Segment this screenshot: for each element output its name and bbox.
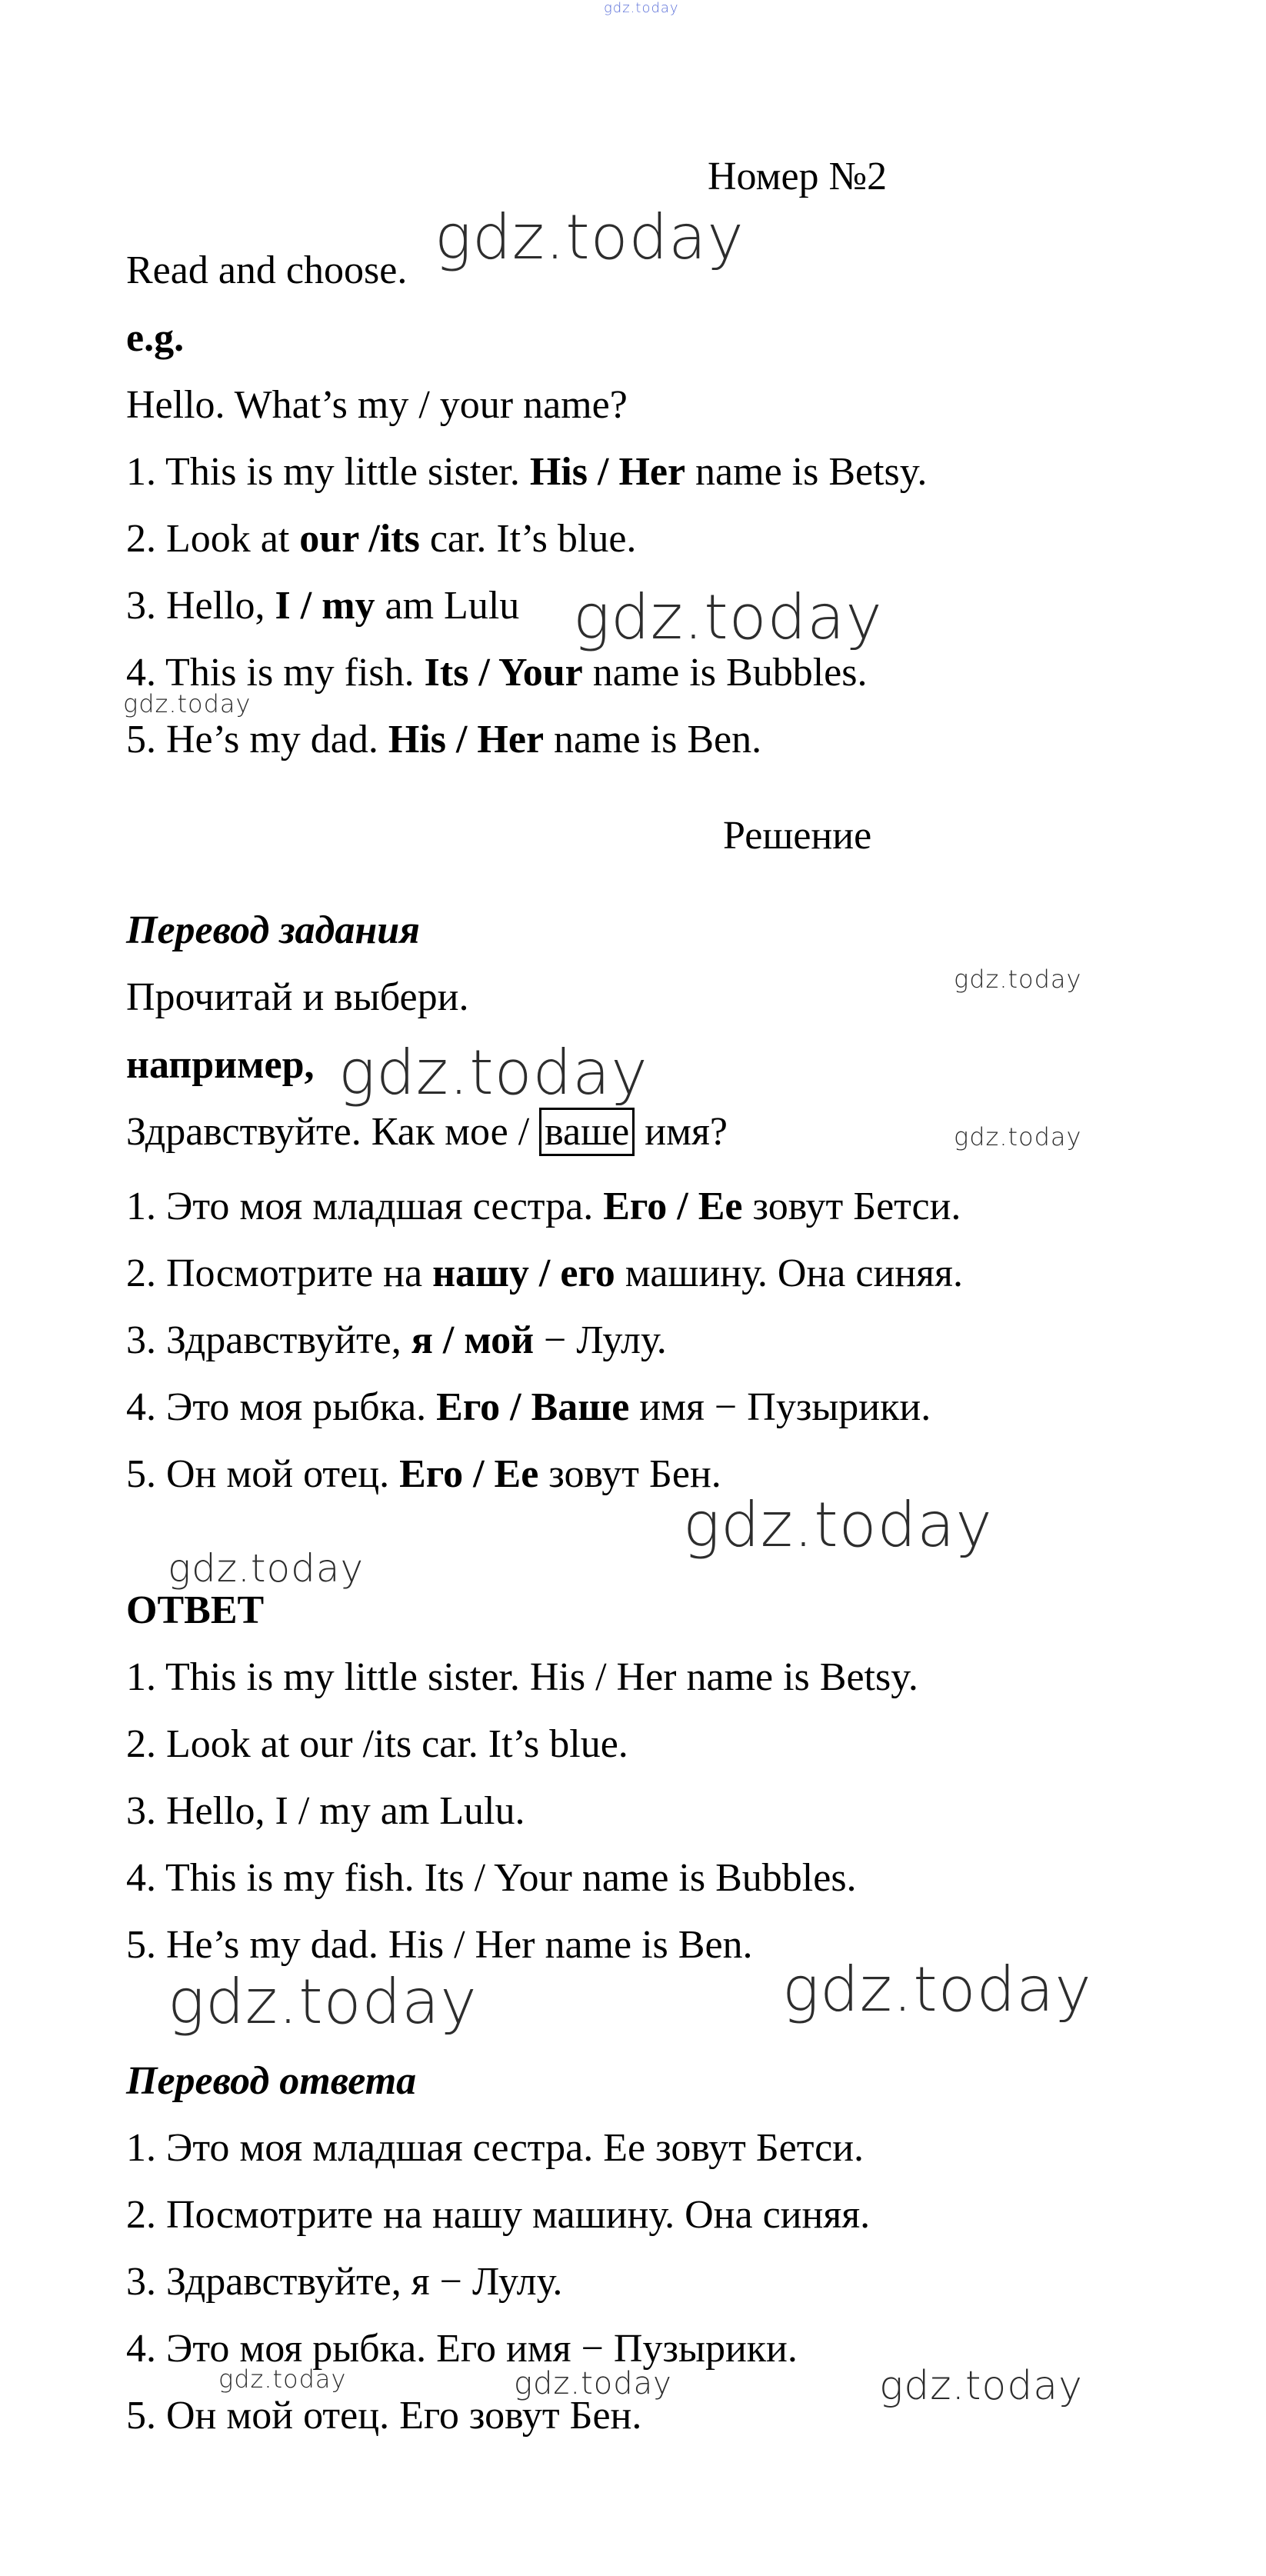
translation-instruction: Прочитай и выбери. [126,975,469,1019]
header-watermark: gdz.today [604,0,679,16]
answer-item: 2. Look at our /its car. It’s blue. [126,1722,628,1766]
task-instruction: Read and choose. [126,248,408,292]
task-item: 5. He’s my dad. His / Her name is Ben. [126,718,762,761]
answer-item: 5. He’s my dad. His / Her name is Ben. [126,1923,753,1967]
watermark: gdz.today [573,582,883,653]
translation-item: 4. Это моя рыбка. Его / Ваше имя − Пузырики. [126,1385,931,1429]
solution-title: Решение [723,814,872,858]
answer-translation-item: 5. Он мой отец. Его зовут Бен. [126,2394,642,2438]
watermark: gdz.today [954,1122,1082,1151]
watermark: gdz.today [123,689,252,718]
answer-translation-item: 4. Это моя рыбка. Его имя − Пузырики. [126,2327,798,2371]
task-example: Hello. What’s my / your name? [126,383,628,427]
watermark: gdz.today [782,1954,1092,2025]
task-item: 3. Hello, I / my am Lulu [126,584,520,628]
watermark: gdz.today [338,1037,648,1108]
answer-translation-item: 3. Здравствуйте, я − Лулу. [126,2260,563,2304]
watermark: gdz.today [954,965,1082,994]
watermark: gdz.today [879,2363,1083,2409]
translation-example-label: например, [126,1043,315,1087]
answer-item: 1. This is my little sister. His / Her name is Betsy. [126,1655,918,1699]
task-example-label: e.g. [126,316,185,360]
watermark: gdz.today [435,202,745,273]
translation-example: Здравствуйте. Как мое / ваше имя? [126,1109,728,1155]
answer-translation-item: 1. Это моя младшая сестра. Ее зовут Бетси. [126,2126,865,2170]
watermark: gdz.today [683,1489,993,1561]
page-title: Номер №2 [708,155,888,198]
answer-item: 4. This is my fish. Its / Your name is Bubbles. [126,1856,857,1900]
answer-translation-heading: Перевод ответа [126,2059,417,2103]
boxed-answer: ваше [539,1108,635,1156]
watermark: gdz.today [514,2366,672,2401]
answer-heading: ОТВЕТ [126,1588,265,1632]
watermark: gdz.today [168,1546,365,1591]
watermark: gdz.today [218,2364,347,2394]
answer-translation-item: 2. Посмотрите на нашу машину. Она синяя. [126,2193,871,2237]
translation-item: 1. Это моя младшая сестра. Его / Ее зовут Бетси. [126,1185,961,1228]
translation-item: 3. Здравствуйте, я / мой − Лулу. [126,1318,667,1362]
watermark: gdz.today [168,1966,478,2038]
task-item: 1. This is my little sister. His / Her name is Betsy. [126,450,928,494]
translation-heading: Перевод задания [126,908,420,952]
answer-item: 3. Hello, I / my am Lulu. [126,1789,525,1833]
task-item: 4. This is my fish. Its / Your name is Bubbles. [126,651,868,695]
translation-item: 5. Он мой отец. Его / Ее зовут Бен. [126,1452,721,1496]
task-item: 2. Look at our /its car. It’s blue. [126,517,637,561]
translation-item: 2. Посмотрите на нашу / его машину. Она синяя. [126,1251,963,1295]
